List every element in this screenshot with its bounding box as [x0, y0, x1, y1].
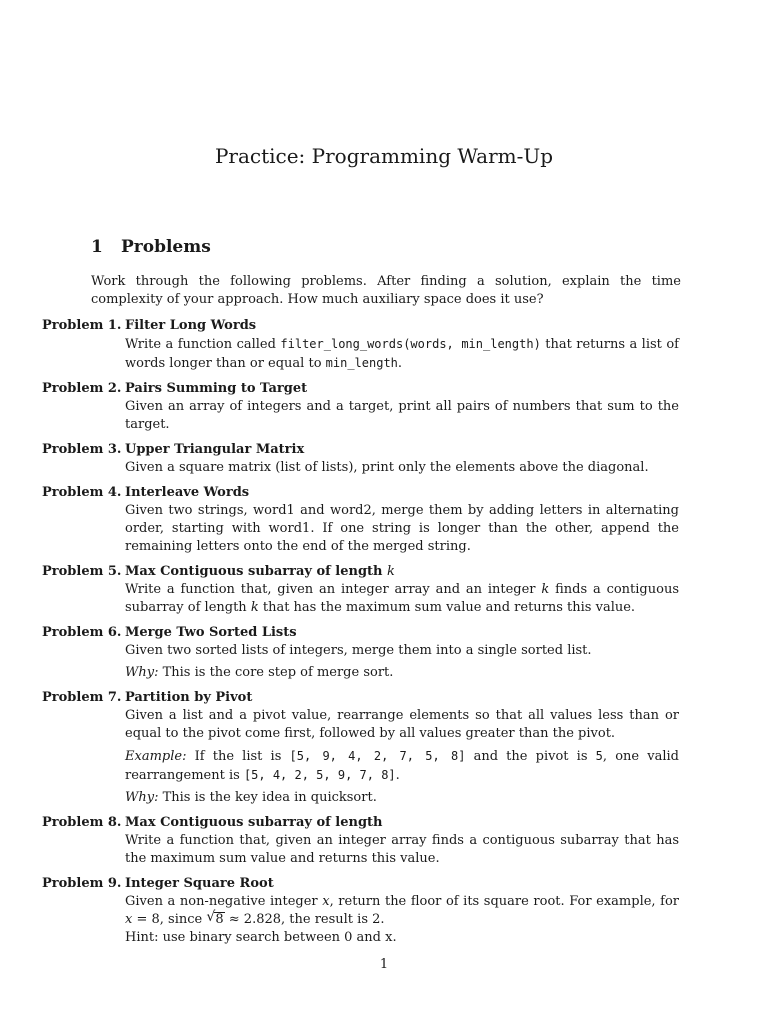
problem-3: [42, 441, 682, 477]
why-label: Why:: [125, 790, 159, 805]
math-variable: k: [387, 564, 395, 579]
section-number: 1: [91, 237, 103, 257]
math-variable: x: [322, 894, 330, 909]
page-number: 1: [379, 957, 389, 972]
problem-heading: [42, 484, 682, 502]
problem-body: [125, 581, 679, 617]
problem-label: Problem 1.: [42, 318, 122, 333]
math-variable: k: [541, 582, 550, 597]
problem-label: Problem 5.: [42, 564, 122, 579]
why-note: [125, 664, 679, 682]
example-note: [125, 747, 679, 785]
problem-title: Pairs Summing to Target: [125, 381, 308, 396]
problem-heading: [42, 689, 682, 707]
problem-title: Partition by Pivot: [125, 690, 253, 705]
problem-label: Problem 3.: [42, 442, 122, 457]
body-text: .: [395, 768, 400, 783]
problem-title: Integer Square Root: [125, 876, 274, 891]
body-text: Write a function that, given an integer array and an integer: [125, 582, 542, 597]
code-snippet: [5, 4, 2, 5, 9, 7, 8]: [243, 768, 396, 782]
body-text: finds a contiguous subarray of length: [125, 582, 679, 615]
problem-label: Problem 9.: [42, 876, 122, 891]
problem-title: Interleave Words: [125, 485, 250, 500]
body-text: , one valid rearrangement is: [125, 749, 679, 783]
problem-body: Given a list and a pivot value, rearrange elements so that all values less than or equal to the pivot come first, followed by all values greater than the pivot.: [125, 708, 679, 741]
body-text: that returns a list of words longer than or equal to: [125, 337, 679, 371]
problem-label: Problem 8.: [42, 815, 122, 830]
problem-body: Given two sorted lists of integers, merge them into a single sorted list.: [125, 643, 592, 658]
document-title: Practice: Programming Warm-Up: [214, 144, 554, 168]
problem-title: Filter Long Words: [125, 318, 257, 333]
body-text: If the list is: [186, 749, 290, 764]
body-text: and the pivot is: [465, 749, 596, 764]
problem-title: Max Contiguous subarray of length: [125, 564, 388, 579]
code-snippet: filter_long_words(words, min_length): [280, 337, 541, 351]
why-note: [125, 789, 679, 807]
section-title: Problems: [121, 237, 211, 257]
problem-1: [42, 317, 682, 373]
problem-6: [42, 624, 682, 682]
body-text: Write a function called: [125, 337, 281, 352]
problem-label: Problem 7.: [42, 690, 122, 705]
body-text: = 8, since: [132, 912, 207, 927]
problem-heading: [42, 814, 682, 832]
problem-body: [125, 335, 679, 373]
math-variable: x: [125, 912, 133, 927]
problem-title: Merge Two Sorted Lists: [125, 625, 297, 640]
math-variable: k: [250, 600, 259, 615]
body-text: , return the floor of its square root. For example, for: [329, 894, 679, 909]
hint-text: Hint: use binary search between 0 and x.: [125, 930, 397, 945]
why-text: This is the key idea in quicksort.: [158, 790, 377, 805]
body-text: Given a non-negative integer: [125, 894, 323, 909]
code-snippet: [5, 9, 4, 2, 7, 5, 8]: [289, 749, 466, 763]
body-text: that has the maximum sum value and returns this value.: [258, 600, 636, 615]
intro-paragraph: Work through the following problems. After finding a solution, explain the time complexity of your approach. How much auxiliary space does it use?: [91, 274, 681, 307]
body-text: ≈ 2.828, the result is 2.: [224, 912, 385, 927]
problem-4: [42, 484, 682, 556]
problem-heading: [42, 380, 682, 398]
problem-body: Write a function that, given an integer array finds a contiguous subarray that has the maximum sum value and returns this value.: [125, 833, 679, 866]
why-text: This is the core step of merge sort.: [158, 665, 394, 680]
body-text: .: [397, 356, 403, 371]
problem-label: Problem 2.: [42, 381, 122, 396]
why-label: Why:: [125, 665, 159, 680]
problem-body: Given an array of integers and a target, print all pairs of numbers that sum to the target.: [125, 399, 679, 432]
problem-label: Problem 4.: [42, 485, 122, 500]
square-root-symbol: √ 8: [206, 909, 224, 927]
problem-heading: [42, 563, 682, 581]
problem-heading: [42, 441, 682, 459]
problem-title: Max Contiguous subarray of length: [125, 815, 383, 830]
section-heading: [91, 237, 211, 257]
example-label: Example:: [125, 749, 187, 764]
problem-heading: [42, 317, 682, 335]
problem-body: [125, 893, 679, 947]
problem-title: Upper Triangular Matrix: [125, 442, 305, 457]
problem-heading: [42, 624, 682, 642]
problem-9: [42, 875, 682, 947]
problem-8: [42, 814, 682, 868]
problem-heading: [42, 875, 682, 893]
problem-list: [42, 317, 682, 954]
problem-2: [42, 380, 682, 434]
problem-body: Given a square matrix (list of lists), print only the elements above the diagonal.: [125, 460, 649, 475]
problem-body: Given two strings, word1 and word2, merge them by adding letters in alternating order, starting with word1. If one string is longer than the other, append the remaining letters onto the end of the merged string.: [125, 503, 679, 554]
problem-label: Problem 6.: [42, 625, 122, 640]
code-snippet: 5: [595, 749, 603, 763]
sqrt-argument: 8: [215, 912, 224, 927]
problem-7: [42, 689, 682, 807]
problem-5: [42, 563, 682, 617]
code-snippet: min_length: [325, 356, 398, 370]
